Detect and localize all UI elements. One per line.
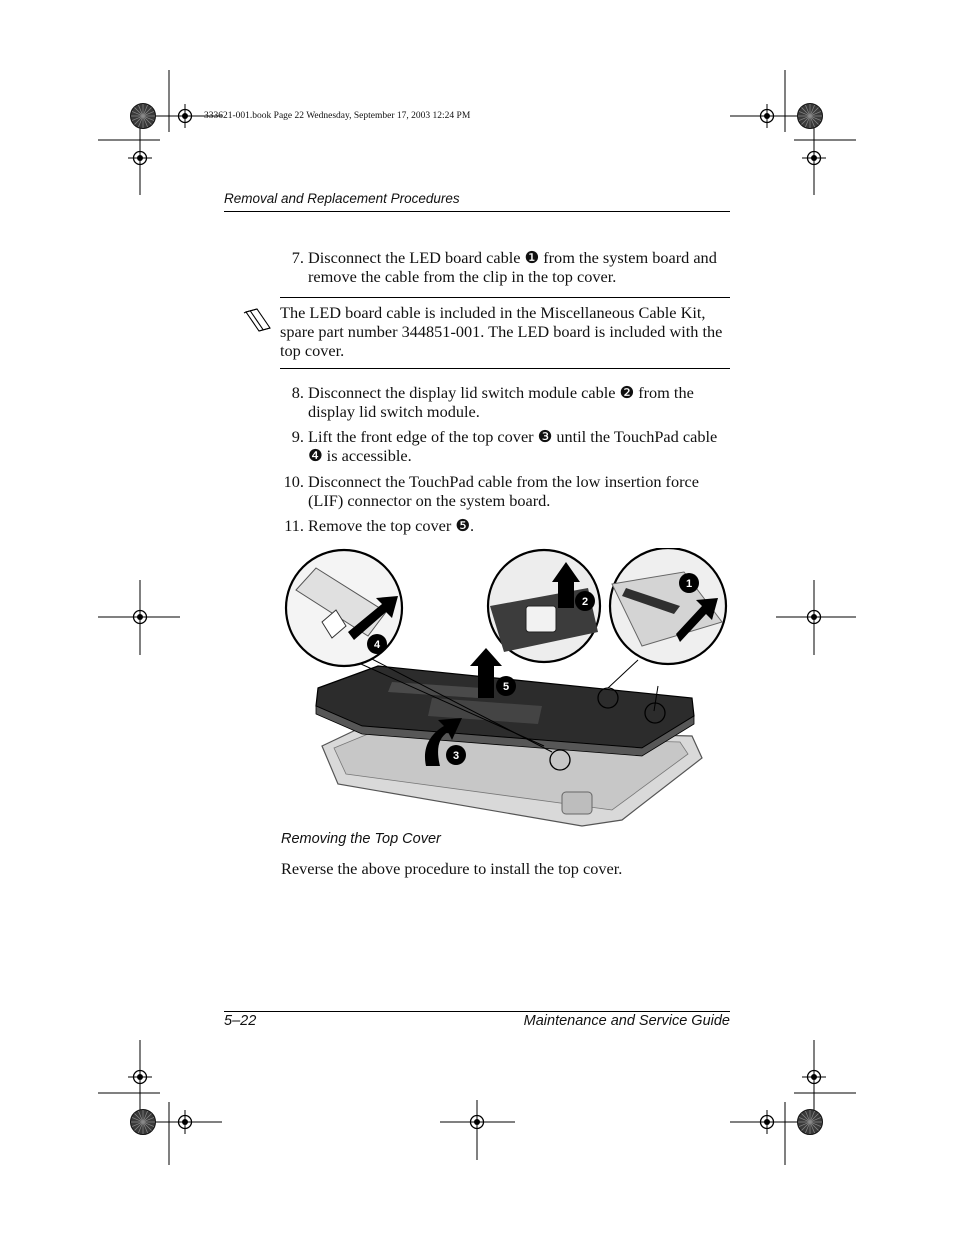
svg-text:1: 1 [685, 578, 693, 590]
note-top-rule [280, 297, 730, 298]
footer-title: Maintenance and Service Guide [523, 1013, 730, 1029]
step-text: Lift the front edge of the top cover ❸ until the TouchPad cable ❹ is accessible. [308, 427, 718, 465]
file-slug: 333621-001.book Page 22 Wednesday, September 17, 2003 12:24 PM [204, 111, 471, 121]
top-cover-removal-illustration [282, 548, 732, 830]
starburst-target-icon [798, 1110, 823, 1135]
running-header: Removal and Replacement Procedures [224, 191, 460, 206]
registration-mark-icon [173, 1110, 197, 1134]
registration-mark-icon [802, 146, 826, 170]
step-text: Remove the top cover ❺. [308, 516, 475, 535]
registration-mark-icon [128, 146, 152, 170]
registration-mark-icon [465, 1110, 489, 1134]
footer-rule [224, 1011, 730, 1012]
registration-mark-icon [802, 605, 826, 629]
callout-2 [575, 591, 595, 611]
svg-text:2: 2 [581, 596, 589, 608]
registration-mark-icon [802, 1065, 826, 1089]
starburst-target-icon [131, 104, 156, 129]
callout-4 [367, 634, 387, 654]
starburst-target-icon [798, 104, 823, 129]
note-text: The LED board cable is included in the Miscellaneous Cable Kit, spare part number 344851-001. The LED board is included with the top cover. [280, 303, 723, 360]
step-number: 10. [283, 472, 304, 491]
pencil-note-icon [243, 306, 273, 336]
page-number: 5–22 [224, 1013, 257, 1029]
registration-mark-icon [128, 1065, 152, 1089]
step-text: Disconnect the display lid switch module cable ❷ from the display lid switch module. [308, 383, 694, 421]
figure-caption: Removing the Top Cover [281, 831, 441, 847]
registration-mark-icon [128, 605, 152, 629]
step-text: Disconnect the LED board cable ❶ from the system board and remove the cable from the clip in the top cover. [308, 248, 717, 286]
closing-paragraph: Reverse the above procedure to install the top cover. [281, 859, 623, 878]
step-number: 8. [291, 383, 304, 402]
registration-mark-icon [755, 104, 779, 128]
registration-mark-icon [173, 104, 197, 128]
svg-text:5: 5 [502, 681, 510, 693]
step-number: 9. [291, 427, 304, 446]
callout-5 [496, 676, 516, 696]
registration-mark-icon [755, 1110, 779, 1134]
step-number: 7. [291, 248, 304, 267]
note-bottom-rule [280, 368, 730, 369]
callout-1 [679, 573, 699, 593]
starburst-target-icon [131, 1110, 156, 1135]
callout-3 [446, 745, 466, 765]
step-text: Disconnect the TouchPad cable from the low insertion force (LIF) connector on the system board. [308, 472, 699, 510]
svg-text:3: 3 [452, 750, 460, 762]
step-number: 11. [284, 516, 304, 535]
header-rule [224, 211, 730, 212]
svg-text:4: 4 [373, 639, 381, 651]
